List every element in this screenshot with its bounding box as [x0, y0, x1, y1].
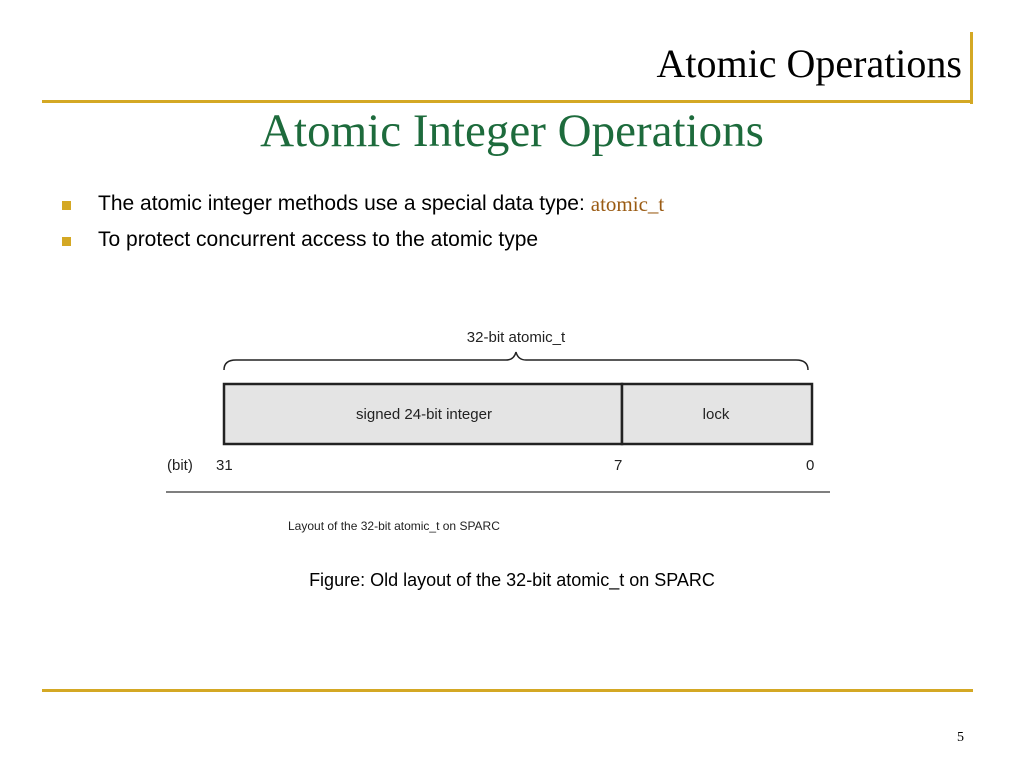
- bullet-square-icon: [62, 237, 71, 246]
- section-title: Atomic Operations: [656, 41, 962, 86]
- brace-icon: [224, 352, 808, 370]
- field-label-integer: signed 24-bit integer: [356, 406, 492, 423]
- bullet-text: The atomic integer methods use a special data type:: [98, 192, 585, 215]
- footer-divider: [42, 689, 973, 692]
- page-number: 5: [957, 730, 964, 745]
- figure-caption: Figure: Old layout of the 32-bit atomic_t on SPARC: [309, 570, 715, 590]
- slide-title: Atomic Integer Operations: [260, 105, 764, 157]
- bullet-list: [62, 186, 962, 258]
- code-term: atomic_t: [590, 191, 665, 216]
- brace-label: 32-bit atomic_t: [466, 329, 566, 346]
- bit-marker-7: 7: [614, 457, 623, 474]
- atomic-t-layout-diagram: [160, 318, 840, 548]
- bullet-text: To protect concurrent access to the atomic type: [98, 228, 539, 251]
- bit-axis-label: (bit): [167, 457, 193, 474]
- diagram-caption: Layout of the 32-bit atomic_t on SPARC: [288, 519, 500, 533]
- bullet-square-icon: [62, 201, 71, 210]
- header-divider: [42, 100, 973, 103]
- bit-marker-0: 0: [806, 457, 815, 474]
- header-divider-vertical: [970, 32, 973, 104]
- field-label-lock: lock: [702, 406, 730, 423]
- bullet-item: [62, 222, 962, 258]
- bullet-item: [62, 186, 962, 222]
- bit-marker-31: 31: [216, 457, 233, 474]
